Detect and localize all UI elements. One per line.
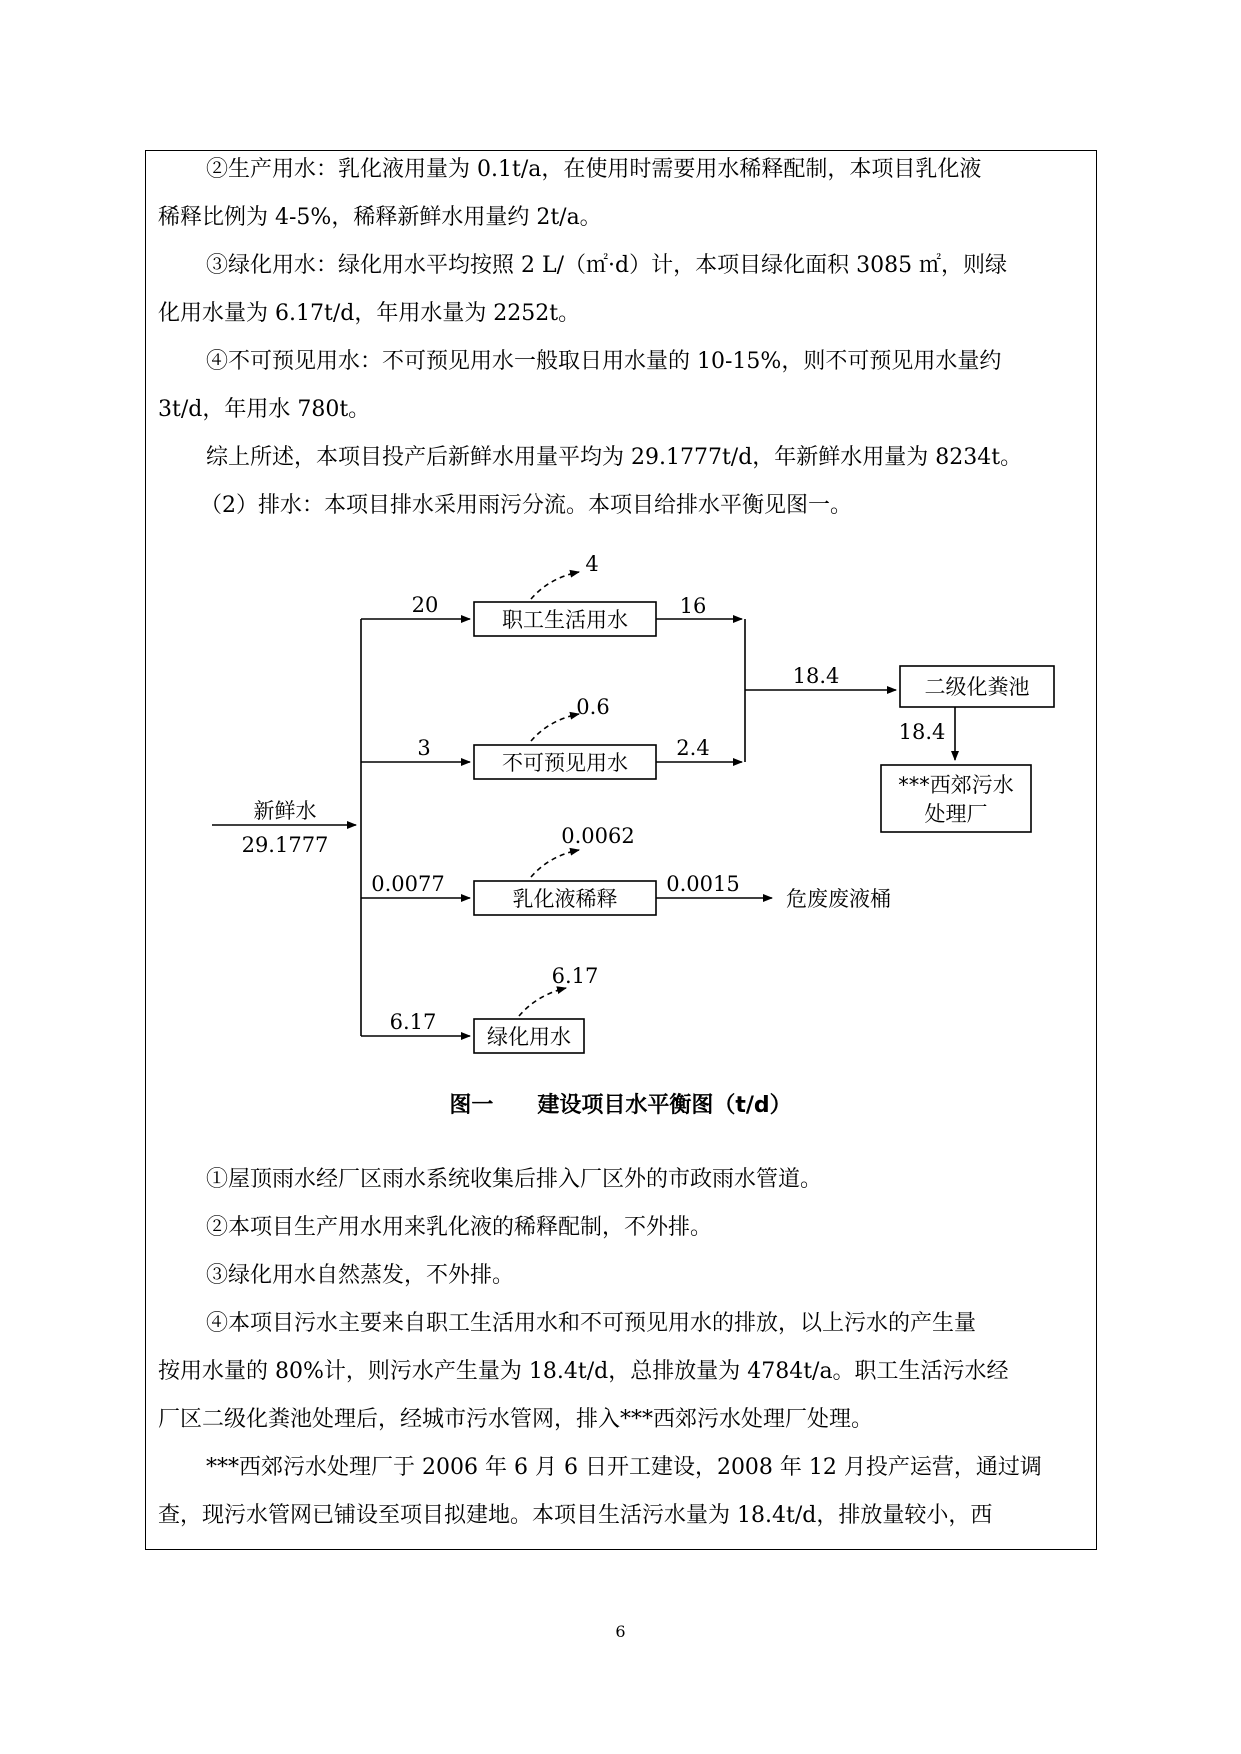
paragraph-unforeseen-water: ④不可预见用水：不可预见用水一般取日用水量的 10-15%，则不可预见用水量约 — [206, 349, 1002, 374]
value-domestic-out: 16 — [679, 594, 707, 618]
diagram-caption: 图一 建设项目水平衡图（t/d） — [449, 1093, 792, 1118]
paragraph-rainwater: ①屋顶雨水经厂区雨水系统收集后排入厂区外的市政雨水管道。 — [206, 1167, 823, 1192]
label-unforeseen: 不可预见用水 — [502, 751, 628, 775]
dashed-loss-emulsion — [531, 850, 579, 877]
paragraph-production-water-cont: 稀释比例为 4-5%，稀释新鲜水用量约 2t/a。 — [158, 205, 602, 230]
paragraph-sewage: ④本项目污水主要来自职工生活用水和不可预见用水的排放，以上污水的产生量 — [206, 1311, 977, 1336]
paragraph-plant: ***西郊污水处理厂于 2006 年 6 月 6 日开工建设，2008 年 12 月投产运营，通过调 — [206, 1455, 1042, 1480]
dashed-loss-unforeseen — [531, 714, 579, 741]
value-emulsion-loss: 0.0062 — [561, 824, 635, 848]
value-domestic-loss: 4 — [585, 552, 599, 576]
paragraph-production-water: ②生产用水：乳化液用量为 0.1t/a，在使用时需要用水稀释配制，本项目乳化液 — [206, 157, 982, 182]
paragraph-greening-water: ③绿化用水：绿化用水平均按照 2 L/（㎡·d）计，本项目绿化面积 3085 ㎡，则绿 — [206, 253, 1008, 278]
value-to-emulsion: 0.0077 — [371, 872, 445, 896]
label-emulsion: 乳化液稀释 — [512, 887, 618, 911]
page-number: 6 — [615, 1622, 626, 1641]
source-value: 29.1777 — [241, 833, 329, 857]
dashed-loss-greening — [519, 988, 566, 1016]
value-greening-loss: 6.17 — [551, 964, 599, 988]
value-septic-to-plant: 18.4 — [898, 720, 946, 744]
value-to-greening: 6.17 — [389, 1010, 437, 1034]
value-to-unforeseen: 3 — [417, 736, 431, 760]
paragraph-greening-discharge: ③绿化用水自然蒸发，不外排。 — [206, 1263, 515, 1288]
paragraph-sewage-cont2: 厂区二级化粪池处理后，经城市污水管网，排入***西郊污水处理厂处理。 — [158, 1407, 874, 1432]
paragraph-production-discharge: ②本项目生产用水用来乳化液的稀释配制，不外排。 — [206, 1215, 713, 1240]
value-to-septic: 18.4 — [792, 664, 840, 688]
source-label: 新鲜水 — [253, 799, 317, 823]
dashed-loss-domestic — [531, 572, 579, 599]
paragraph-sewage-cont1: 按用水量的 80%计，则污水产生量为 18.4t/d，总排放量为 4784t/a。职工生活污水经 — [158, 1359, 1009, 1384]
value-emulsion-out: 0.0015 — [666, 872, 740, 896]
paragraph-plant-cont: 查，现污水管网已铺设至项目拟建地。本项目生活污水量为 18.4t/d，排放量较小，西 — [158, 1503, 993, 1528]
label-domestic: 职工生活用水 — [502, 608, 628, 632]
paragraph-greening-water-cont: 化用水量为 6.17t/d，年用水量为 2252t。 — [158, 301, 581, 326]
label-septic: 二级化粪池 — [924, 675, 1030, 699]
value-unforeseen-loss: 0.6 — [576, 695, 610, 719]
paragraph-unforeseen-water-cont: 3t/d，年用水 780t。 — [158, 397, 371, 422]
label-plant-line2: 处理厂 — [924, 802, 988, 826]
value-unforeseen-out: 2.4 — [676, 736, 710, 760]
label-waste-bin: 危废废液桶 — [786, 887, 891, 911]
value-to-domestic: 20 — [411, 593, 439, 617]
label-greening: 绿化用水 — [487, 1025, 571, 1049]
label-plant-line1: ***西郊污水 — [898, 773, 1014, 797]
paragraph-summary: 综上所述，本项目投产后新鲜水用量平均为 29.1777t/d，年新鲜水用量为 8234t。 — [206, 445, 1023, 470]
paragraph-drainage: （2）排水：本项目排水采用雨污分流。本项目给排水平衡见图一。 — [200, 493, 852, 518]
